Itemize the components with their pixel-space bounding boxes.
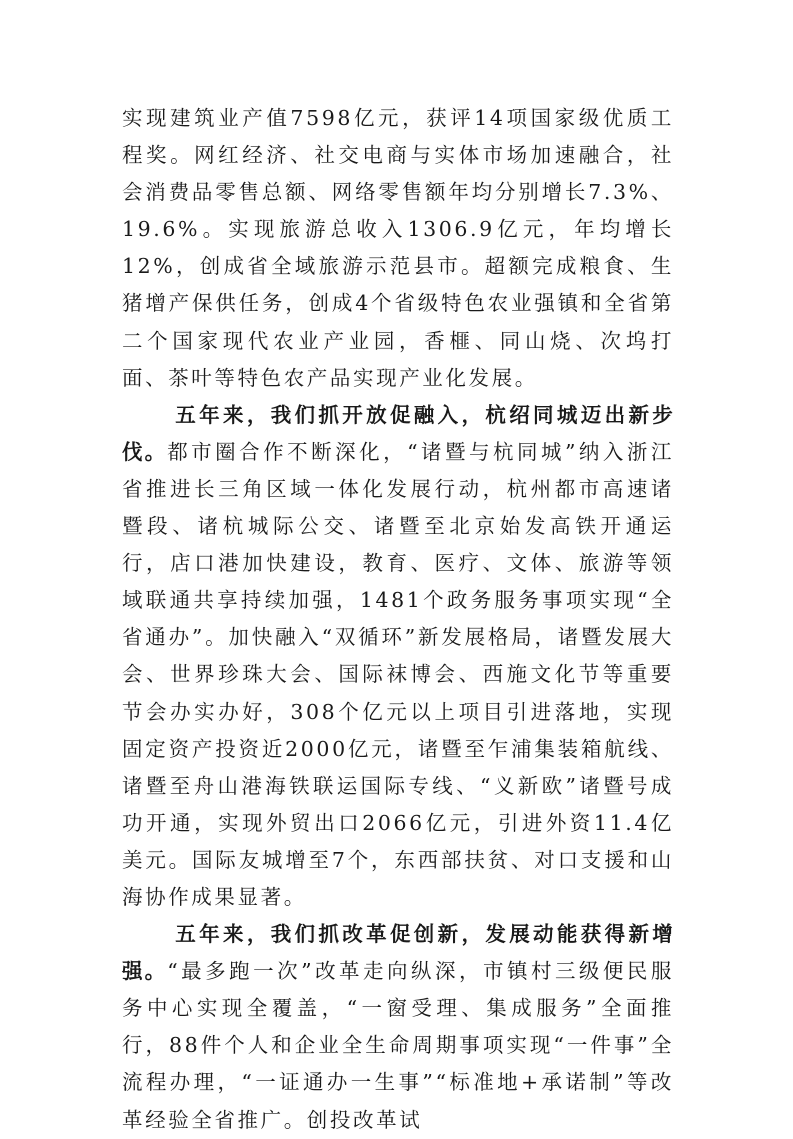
paragraph-body: 实现建筑业产值7598亿元，获评14项国家级优质工程奖。网红经济、社交电商与实体市场加速融合，社会消费品零售总额、网络零售额年均分别增长7.3%、19.6%。实现旅游总收入1306.9亿元，年均增长12%，创成省全域旅游示范县市。超额完成粮食、生猪增产保供任务，创成4个省级特色农业强镇和全省第二个国家现代农业产业园，香榧、同山烧、次坞打面、茶叶等特色农产品实现产业化发展。 [122, 106, 674, 390]
paragraph-opening-up [122, 397, 674, 916]
paragraph-lead-heading: 五年来，我们抓开放促融入，杭绍同城迈出新步伐。 [122, 402, 674, 464]
paragraph-lead-heading: 五年来，我们抓改革促创新，发展动能获得新增强。 [122, 922, 674, 984]
paragraph-reform-innovation [122, 916, 674, 1139]
paragraph-economy-results [122, 100, 674, 397]
paragraph-body: “最多跑一次”改革走向纵深，市镇村三级便民服务中心实现全覆盖，“一窗受理、集成服务”全面推行，88件个人和企业全生命周期事项实现“一件事”全流程办理，“一证通办一生事”“标准地+承诺制”等改革经验全省推广。创投改革试 [122, 959, 674, 1132]
paragraph-body: 都市圈合作不断深化，“诸暨与杭同城”纳入浙江省推进长三角区域一体化发展行动，杭州都市高速诸暨段、诸杭城际公交、诸暨至北京始发高铁开通运行，店口港加快建设，教育、医疗、文体、旅游等领域联通共享持续加强，1481个政务服务事项实现“全省通办”。加快融入“双循环”新发展格局，诸暨发展大会、世界珍珠大会、国际袜博会、西施文化节等重要节会办实办好，308个亿元以上项目引进落地，实现固定资产投资近2000亿元，诸暨至乍浦集装箱航线、诸暨至舟山港海铁联运国际专线、“义新欧”诸暨号成功开通，实现外贸出口2066亿元，引进外资11.4亿美元。国际友城增至7个，东西部扶贫、对口支援和山海协作成果显著。 [122, 439, 674, 909]
document-page [122, 100, 674, 1139]
